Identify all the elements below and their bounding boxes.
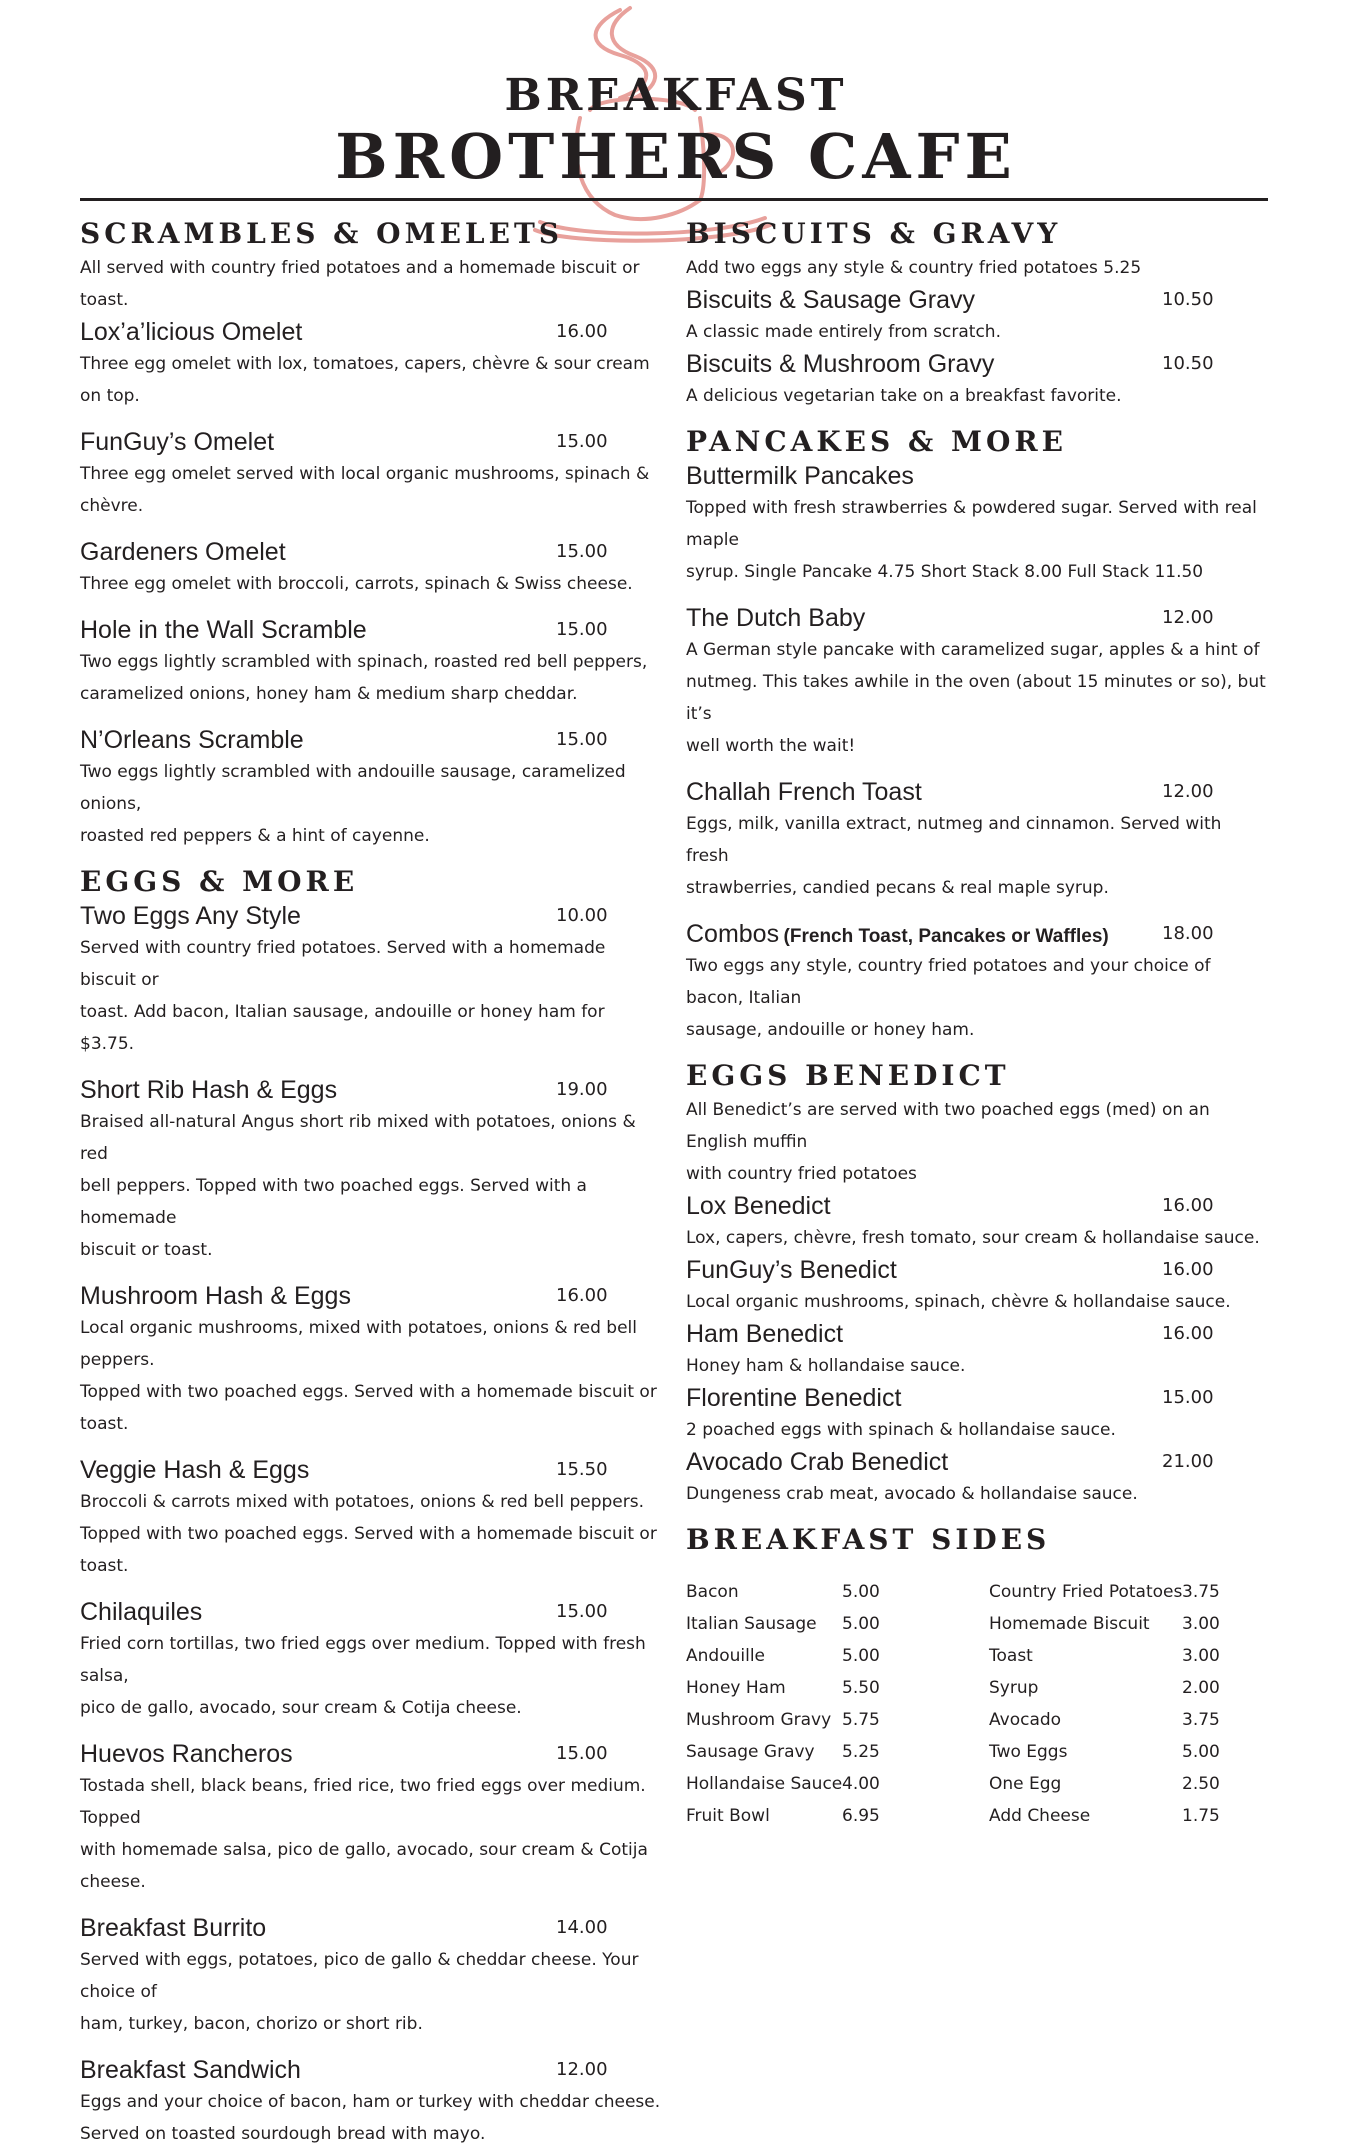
menu-item-description: Lox, capers, chèvre, fresh tomato, sour cream & hollandaise sauce.	[686, 1228, 1260, 1248]
side-row	[686, 1736, 1268, 1768]
side-item-price: 5.50	[842, 1678, 880, 1698]
side-item-price: 2.50	[1182, 1774, 1220, 1794]
menu-item-heading	[686, 1254, 1268, 1286]
menu-item-price: 16.00	[1162, 1323, 1214, 1344]
menu-item-name: Biscuits & Mushroom Gravy	[686, 350, 995, 378]
brand-line-1: BREAKFAST	[504, 70, 848, 121]
menu-item-heading	[80, 1738, 663, 1770]
menu-item-description: roasted red peppers & a hint of cayenne.	[80, 826, 430, 846]
menu-item-description: syrup. Single Pancake 4.75 Short Stack 8.00 Full Stack 11.50	[686, 562, 1204, 582]
menu-item-price: 15.00	[556, 729, 608, 750]
menu-item-price: 16.00	[1162, 1195, 1214, 1216]
menu-item-description: bell peppers. Topped with two poached eggs. Served with a homemade	[80, 1176, 587, 1228]
item-spacer	[686, 904, 1268, 918]
menu-item-heading	[80, 1280, 663, 1312]
left-column	[80, 216, 663, 2150]
item-spacer	[80, 1060, 663, 1074]
menu-item-name: Short Rib Hash & Eggs	[80, 1076, 338, 1104]
menu-item-heading	[686, 1190, 1268, 1222]
menu-item-price: 10.50	[1162, 353, 1214, 374]
menu-item-description: well worth the wait!	[686, 736, 856, 756]
item-spacer	[80, 2040, 663, 2054]
side-item-price: 4.00	[842, 1774, 880, 1794]
menu-item-heading	[686, 602, 1268, 634]
item-spacer	[80, 710, 663, 724]
side-row	[686, 1640, 1268, 1672]
menu-item-name: Lox’a’licious Omelet	[80, 318, 303, 346]
menu-item-description: Local organic mushrooms, spinach, chèvre & hollandaise sauce.	[686, 1292, 1231, 1312]
menu-item-description: Broccoli & carrots mixed with potatoes, onions & red bell peppers.	[80, 1492, 644, 1512]
side-item-price: 5.00	[842, 1646, 880, 1666]
menu-item-name: Breakfast Sandwich	[80, 2056, 301, 2084]
menu-item-heading	[686, 776, 1268, 808]
menu-item-price: 12.00	[1162, 607, 1214, 628]
section-spacer	[686, 1046, 1268, 1058]
menu-item-description: Topped with fresh strawberries & powdered sugar. Served with real maple	[686, 498, 1257, 550]
section-subtitle: Add two eggs any style & country fried potatoes 5.25	[686, 258, 1142, 278]
menu-item-heading	[80, 536, 663, 568]
side-item-price: 3.75	[1182, 1710, 1220, 1730]
menu-item-price: 16.00	[556, 1285, 608, 1306]
section-title: BISCUITS & GRAVY	[686, 217, 1062, 250]
menu-item-name: Combos	[686, 920, 780, 948]
menu-item-description: Fried corn tortillas, two fried eggs over medium. Topped with fresh salsa,	[80, 1634, 646, 1686]
menu-item-description: pico de gallo, avocado, sour cream & Cotija cheese.	[80, 1698, 522, 1718]
menu-item-description: Braised all-natural Angus short rib mixed with potatoes, onions & red	[80, 1112, 636, 1164]
menu-item-name: FunGuy’s Benedict	[686, 1256, 897, 1284]
menu-item-name: Avocado Crab Benedict	[686, 1448, 949, 1476]
menu-item-description: Two eggs lightly scrambled with andouille sausage, caramelized onions,	[80, 762, 626, 814]
menu-item-heading	[686, 918, 1268, 950]
brand-line-2: BROTHERS CAFE	[335, 120, 1017, 193]
menu-item-description: Local organic mushrooms, mixed with potatoes, onions & red bell peppers.	[80, 1318, 637, 1370]
menu-item-price: 12.00	[1162, 781, 1214, 802]
side-item-name: Honey Ham	[686, 1678, 786, 1698]
section-spacer	[686, 412, 1268, 424]
menu-item-name: Lox Benedict	[686, 1192, 831, 1220]
menu-item-name: Florentine Benedict	[686, 1384, 902, 1412]
section-subtitle: All served with country fried potatoes and a homemade biscuit or toast.	[80, 258, 640, 310]
menu-item-name: Veggie Hash & Eggs	[80, 1456, 310, 1484]
menu-item-price: 15.00	[556, 431, 608, 452]
side-item-price: 1.75	[1182, 1806, 1220, 1826]
menu-item-description: Three egg omelet with broccoli, carrots, spinach & Swiss cheese.	[80, 574, 633, 594]
menu-item-heading	[80, 1074, 663, 1106]
side-item-name: One Egg	[989, 1774, 1062, 1794]
side-row	[686, 1608, 1268, 1640]
item-spacer	[80, 412, 663, 426]
side-row	[686, 1768, 1268, 1800]
menu-item-description: ham, turkey, bacon, chorizo or short rib.	[80, 2014, 423, 2034]
menu-item-name: Breakfast Burrito	[80, 1914, 267, 1942]
menu-item-heading	[80, 1912, 663, 1944]
menu-item-price: 15.00	[556, 1743, 608, 1764]
menu-item-description: caramelized onions, honey ham & medium sharp cheddar.	[80, 684, 578, 704]
side-row	[686, 1576, 1268, 1608]
section-title: BREAKFAST SIDES	[686, 1523, 1051, 1556]
menu-item-heading	[80, 614, 663, 646]
side-row	[686, 1704, 1268, 1736]
section-spacer	[686, 1510, 1268, 1522]
menu-item-description: Two eggs lightly scrambled with spinach, roasted red bell peppers,	[80, 652, 648, 672]
menu-item-price: 19.00	[556, 1079, 608, 1100]
item-spacer	[686, 762, 1268, 776]
menu-item-description: Eggs, milk, vanilla extract, nutmeg and cinnamon. Served with fresh	[686, 814, 1222, 866]
side-item-name: Syrup	[989, 1678, 1039, 1698]
item-spacer	[80, 1724, 663, 1738]
menu-item-description: Three egg omelet served with local organic mushrooms, spinach & chèvre.	[80, 464, 650, 516]
menu-item-description: nutmeg. This takes awhile in the oven (about 15 minutes or so), but it’s	[686, 672, 1266, 724]
menu-item-name: Biscuits & Sausage Gravy	[686, 286, 976, 314]
menu-item-price: 10.50	[1162, 289, 1214, 310]
menu-item-description: Topped with two poached eggs. Served with a homemade biscuit or toast.	[80, 1382, 657, 1434]
menu-item-name: Challah French Toast	[686, 778, 922, 806]
menu-item-heading	[686, 348, 1268, 380]
menu-item-description: Honey ham & hollandaise sauce.	[686, 1356, 966, 1376]
menu-item-heading	[686, 1446, 1268, 1478]
menu-item-description: biscuit or toast.	[80, 1240, 213, 1260]
menu-item-name: N’Orleans Scramble	[80, 726, 304, 754]
menu-item-description: Served with country fried potatoes. Served with a homemade biscuit or	[80, 938, 606, 990]
side-item-name: Hollandaise Sauce	[686, 1774, 843, 1794]
menu-item-description: A classic made entirely from scratch.	[686, 322, 1001, 342]
side-item-name: Country Fried Potatoes	[989, 1582, 1183, 1602]
side-item-name: Bacon	[686, 1582, 739, 1602]
menu-item-price: 15.00	[556, 541, 608, 562]
menu-item-name: Chilaquiles	[80, 1598, 203, 1626]
side-row	[686, 1672, 1268, 1704]
menu-item-name: The Dutch Baby	[686, 604, 866, 632]
side-item-price: 5.75	[842, 1710, 880, 1730]
menu-item-price: 15.00	[556, 1601, 608, 1622]
menu-item-name: Ham Benedict	[686, 1320, 844, 1348]
header-rule	[80, 198, 1268, 201]
item-spacer	[80, 1266, 663, 1280]
side-item-name: Andouille	[686, 1646, 765, 1666]
menu-item-price: 15.00	[1162, 1387, 1214, 1408]
menu-item-name: Hole in the Wall Scramble	[80, 616, 367, 644]
menu-item-description: sausage, andouille or honey ham.	[686, 1020, 975, 1040]
menu-item-subtitle: (French Toast, Pancakes or Waffles)	[783, 926, 1109, 947]
menu-item-price: 21.00	[1162, 1451, 1214, 1472]
menu-item-price: 16.00	[556, 321, 608, 342]
menu-item-description: strawberries, candied pecans & real maple syrup.	[686, 878, 1109, 898]
menu-item-price: 15.50	[556, 1459, 608, 1480]
section-title: EGGS BENEDICT	[686, 1059, 1010, 1092]
side-item-name: Italian Sausage	[686, 1614, 817, 1634]
side-item-name: Avocado	[989, 1710, 1062, 1730]
menu-item-name: Buttermilk Pancakes	[686, 462, 914, 490]
side-item-name: Add Cheese	[989, 1806, 1091, 1826]
menu-item-heading	[80, 426, 663, 458]
side-item-name: Mushroom Gravy	[686, 1710, 832, 1730]
section-spacer	[80, 852, 663, 864]
menu-item-description: Topped with two poached eggs. Served with a homemade biscuit or toast.	[80, 1524, 657, 1576]
menu-item-description: A German style pancake with caramelized sugar, apples & a hint of	[686, 640, 1260, 660]
menu-item-description: 2 poached eggs with spinach & hollandaise sauce.	[686, 1420, 1116, 1440]
menu-item-price: 10.00	[556, 905, 608, 926]
menu-item-description: Two eggs any style, country fried potatoes and your choice of bacon, Italian	[686, 956, 1211, 1008]
section-subtitle: with country fried potatoes	[686, 1164, 917, 1184]
menu-item-heading	[686, 460, 1268, 492]
menu-item-heading	[80, 1596, 663, 1628]
side-item-price: 5.00	[842, 1582, 880, 1602]
menu-item-name: Mushroom Hash & Eggs	[80, 1282, 351, 1310]
side-item-price: 3.00	[1182, 1614, 1220, 1634]
menu-item-description: Eggs and your choice of bacon, ham or turkey with cheddar cheese.	[80, 2092, 661, 2112]
menu-item-price: 15.00	[556, 619, 608, 640]
menu-item-description: Tostada shell, black beans, fried rice, two fried eggs over medium. Topped	[80, 1776, 646, 1828]
section-title: PANCAKES & MORE	[686, 425, 1068, 458]
sides-table	[686, 1576, 1268, 1832]
section-title: EGGS & MORE	[80, 865, 359, 898]
menu-item-name: Huevos Rancheros	[80, 1740, 293, 1768]
menu-item-heading	[80, 2054, 663, 2086]
side-item-price: 3.75	[1182, 1582, 1220, 1602]
item-spacer	[80, 1582, 663, 1596]
item-spacer	[80, 600, 663, 614]
section-title: SCRAMBLES & OMELETS	[80, 217, 563, 250]
side-item-price: 6.95	[842, 1806, 880, 1826]
side-item-name: Two Eggs	[989, 1742, 1068, 1762]
side-item-price: 5.00	[842, 1614, 880, 1634]
side-item-name: Homemade Biscuit	[989, 1614, 1150, 1634]
menu-item-heading	[686, 284, 1268, 316]
menu-header	[0, 70, 1352, 192]
menu-item-description: Served with eggs, potatoes, pico de gallo & cheddar cheese. Your choice of	[80, 1950, 639, 2002]
menu-item-description: Served on toasted sourdough bread with mayo.	[80, 2124, 486, 2144]
side-item-price: 5.00	[1182, 1742, 1220, 1762]
item-spacer	[80, 522, 663, 536]
item-spacer	[80, 1440, 663, 1454]
menu-item-description: Three egg omelet with lox, tomatoes, capers, chèvre & sour cream on top.	[80, 354, 650, 406]
menu-item-heading	[686, 1382, 1268, 1414]
menu-item-description: toast. Add bacon, Italian sausage, andouille or honey ham for $3.75.	[80, 1002, 605, 1054]
menu-item-price: 12.00	[556, 2059, 608, 2080]
menu-item-heading	[80, 316, 663, 348]
section-subtitle: All Benedict’s are served with two poached eggs (med) on an English muffin	[686, 1100, 1210, 1152]
menu-item-name: Gardeners Omelet	[80, 538, 286, 566]
side-item-name: Sausage Gravy	[686, 1742, 815, 1762]
menu-item-price: 16.00	[1162, 1259, 1214, 1280]
item-spacer	[80, 1898, 663, 1912]
side-row	[686, 1800, 1268, 1832]
side-item-price: 5.25	[842, 1742, 880, 1762]
menu-item-name: FunGuy’s Omelet	[80, 428, 275, 456]
item-spacer	[686, 588, 1268, 602]
side-item-name: Fruit Bowl	[686, 1806, 770, 1826]
side-item-price: 2.00	[1182, 1678, 1220, 1698]
menu-item-price: 18.00	[1162, 923, 1214, 944]
menu-item-heading	[686, 1318, 1268, 1350]
menu-item-heading	[80, 724, 663, 756]
menu-item-name: Two Eggs Any Style	[80, 902, 301, 930]
side-item-name: Toast	[989, 1646, 1033, 1666]
menu-item-price: 14.00	[556, 1917, 608, 1938]
menu-item-description: Dungeness crab meat, avocado & hollandaise sauce.	[686, 1484, 1138, 1504]
side-item-price: 3.00	[1182, 1646, 1220, 1666]
menu-item-description: A delicious vegetarian take on a breakfast favorite.	[686, 386, 1122, 406]
right-column	[686, 216, 1268, 1832]
menu-item-heading	[80, 900, 663, 932]
menu-item-heading	[80, 1454, 663, 1486]
menu-item-description: with homemade salsa, pico de gallo, avocado, sour cream & Cotija cheese.	[80, 1840, 648, 1892]
